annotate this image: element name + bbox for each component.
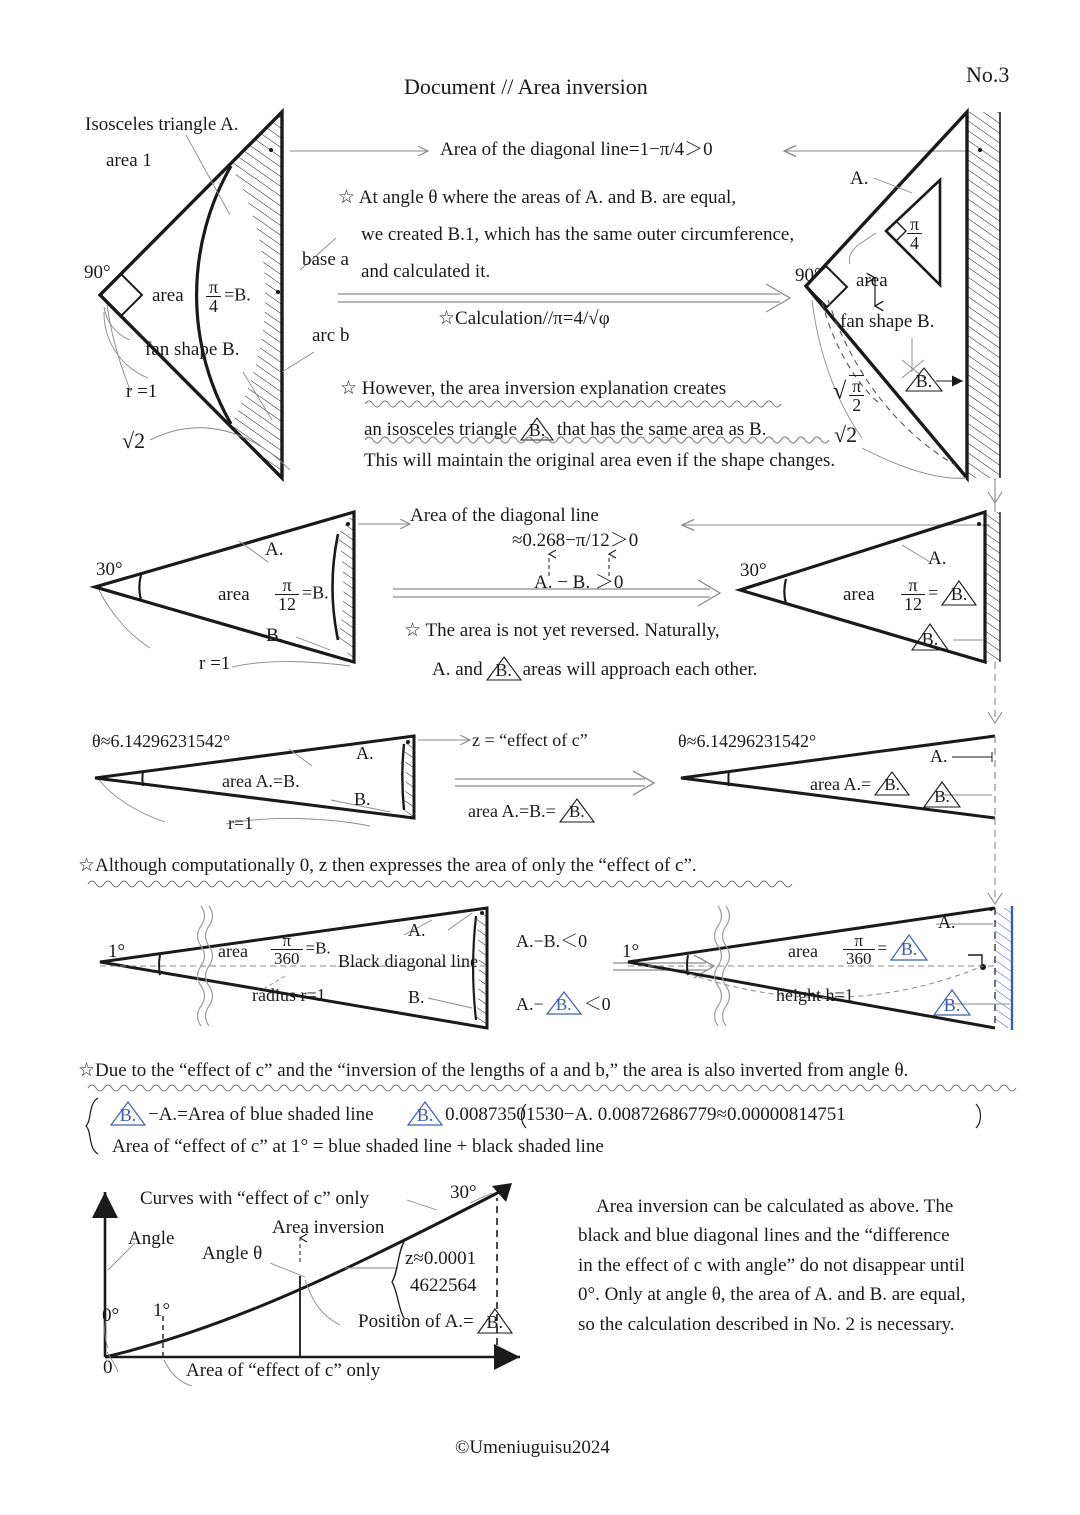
triangle-b-icon: B.	[887, 933, 927, 960]
mid-inequality-2-c: ＜0	[583, 994, 611, 1014]
arc-b-label: arc b	[312, 325, 350, 346]
chart-position-label	[358, 1307, 514, 1334]
area-label-left1: area	[152, 285, 184, 306]
area-label-right4: area	[788, 941, 818, 961]
note1-line2: we created B.1, which has the same outer circumference,	[361, 224, 795, 245]
closing-paragraph	[578, 1192, 1018, 1339]
chart-tick-0: 0°	[102, 1305, 120, 1326]
callout-diagonal-area-1: Area of the diagonal line=1−π/4＞0	[440, 139, 713, 160]
note1-line1-text: At angle θ where the areas of A. and B. are equal,	[358, 187, 737, 208]
sqrt2-left1: √2	[122, 428, 146, 453]
fraction-denominator: 12	[278, 594, 296, 614]
note-sec2-line2	[432, 655, 757, 682]
fan-shape-b-left: fan shape B.	[145, 339, 240, 360]
note2-line2-b: that has the same area as B.	[557, 419, 767, 440]
closing-line-2: black and blue diagonal lines and the “difference	[578, 1225, 950, 1247]
area-label-right2: area	[843, 584, 875, 605]
closing-line-1: Area inversion can be calculated as above. The	[596, 1196, 954, 1217]
page-title: Document // Area inversion	[404, 74, 648, 99]
triangle-b-icon: B.	[405, 1100, 445, 1127]
area-label-left2: area	[218, 584, 250, 605]
note-sec2-line2-a: A. and	[432, 659, 483, 680]
chart-origin-label: 0	[103, 1357, 113, 1378]
note-sec2-line1	[404, 620, 720, 642]
fraction-pi-360-right	[840, 932, 927, 967]
star-icon: ☆	[340, 378, 358, 399]
b-label-left2: B.	[266, 625, 284, 646]
a-label-right3: A.	[930, 746, 948, 766]
inner-den: 4	[910, 233, 920, 253]
equals-b-left4: =B.	[305, 938, 331, 958]
chart-xlabel: Area of “effect of c” only	[186, 1360, 381, 1381]
triangle-b-icon: B.	[930, 988, 970, 1015]
radius-label-left4: radius r=1	[252, 985, 326, 1005]
note2-line1	[340, 378, 726, 400]
a-label-left3: A.	[356, 743, 374, 763]
triangle-b-right1	[902, 365, 942, 392]
note-sec3	[78, 855, 697, 877]
b-label-left3: B.	[354, 789, 371, 809]
fan-shape-b-right1: fan shape B.	[840, 311, 935, 332]
triangle-b-icon: B.	[474, 1307, 514, 1334]
inner-fraction-pi-4	[904, 215, 925, 252]
fraction-numerator: π	[843, 932, 875, 950]
triangle-b-icon: B.	[871, 770, 911, 797]
mid-inequality-1: A.−B.＜0	[516, 931, 588, 951]
fraction-pi-360-left	[268, 932, 331, 967]
callout2-line3: A. − B. ＞0	[534, 572, 624, 593]
sqrt-pi-over-2: √ $\frac{\pi}{2}$	[833, 375, 867, 414]
angle-90-right1: 90°	[795, 265, 822, 286]
triangle-b-icon: B.	[938, 579, 978, 606]
triangle-b-icon: B.	[556, 797, 596, 824]
a-label-right1: A.	[850, 168, 869, 189]
fraction-denominator: 4	[209, 296, 219, 316]
note-sec2-line1-text: The area is not yet reversed. Naturally,	[425, 620, 720, 641]
closing-line-4: 0°. Only at angle θ, the area of A. and B. are equal,	[578, 1284, 966, 1306]
angle-30-right: 30°	[740, 560, 767, 581]
triangle-b2-right2	[908, 622, 948, 649]
r-equals-1-left2: r =1	[199, 653, 231, 674]
a-label-right2: A.	[928, 548, 947, 569]
black-diagonal-line-label: Black diagonal line	[338, 951, 478, 971]
equals-right4: =	[877, 938, 888, 958]
note2-line1-text: However, the area inversion explanation creates	[361, 378, 727, 399]
chart-inversion-label: Area inversion	[272, 1217, 385, 1238]
footer-copyright: ©Umeniuguisu2024	[455, 1437, 610, 1458]
chart-ylabel: Angle	[128, 1228, 175, 1249]
triangle-b-right3	[920, 780, 960, 807]
arrow-label-sec3-a: area A.=B.=	[468, 801, 556, 821]
a-label-left4: A.	[408, 920, 426, 940]
note1-line1	[338, 187, 736, 209]
sqrt-den: 2	[852, 395, 862, 415]
closing-line-3: in the effect of c with angle” do not disappear until	[578, 1254, 965, 1276]
callout2-line1: Area of the diagonal line	[410, 505, 599, 526]
area-label-left4: area	[218, 941, 248, 961]
r-equals-1-left1: r =1	[126, 381, 158, 402]
fraction-pi-12-right	[898, 576, 978, 613]
note-sec3-text: Although computationally 0, z then expresses the area of only the “effect of c”.	[95, 855, 697, 876]
note1-line3: and calculated it.	[361, 261, 491, 282]
triangle-b-icon: B.	[108, 1100, 148, 1127]
note-sec4-main	[78, 1060, 908, 1082]
closing-line-5: so the calculation described in No. 2 is necessary.	[578, 1313, 955, 1335]
triangle-b-icon: B.	[920, 780, 960, 807]
theta-value-right3: θ≈6.14296231542°	[678, 731, 817, 751]
star-icon: ☆	[78, 1060, 96, 1081]
angle-1-left4: 1°	[108, 941, 126, 962]
note-sec2-line2-b: areas will approach each other.	[522, 659, 758, 680]
b-label-left4: B.	[408, 987, 425, 1007]
fraction-pi-12-left	[272, 576, 329, 613]
angle-90-left: 90°	[84, 262, 111, 283]
r-equals-1-left3: r=1	[228, 813, 254, 833]
base-a-label: base a	[302, 249, 349, 270]
height-label-right4: height h=1	[776, 985, 854, 1005]
mid-inequality-2	[516, 990, 611, 1017]
inner-num: π	[907, 215, 922, 234]
fraction-denominator: 12	[904, 594, 922, 614]
chart-tick-1: 1°	[153, 1300, 171, 1321]
angle-30-left: 30°	[96, 559, 123, 580]
triangle-b-icon: B.	[517, 415, 557, 442]
star-icon: ☆	[404, 620, 422, 641]
area1-label: area 1	[106, 150, 152, 171]
angle-1-right4: 1°	[622, 941, 640, 962]
callout2-line2: ≈0.268−π/12＞0	[512, 530, 639, 551]
equals-b-left1: =B.	[224, 284, 251, 305]
star-icon: ☆	[338, 187, 356, 208]
area-label-right1: area	[856, 270, 888, 291]
triangle-b-icon: B.	[902, 365, 942, 392]
sqrt-num: π	[849, 377, 864, 396]
fraction-numerator: π	[271, 932, 303, 950]
calculation-formula: ☆Calculation//π=4/√φ	[438, 308, 610, 329]
fraction-numerator: π	[275, 576, 299, 595]
sqrt2-right1: √2	[834, 422, 858, 447]
note2-line2-a: an isosceles triangle	[364, 419, 518, 440]
area-ab-left3: area A.=B.	[222, 771, 300, 791]
callout3-z-effect: z = “effect of c”	[472, 730, 588, 750]
theta-value-left3: θ≈6.14296231542°	[92, 731, 231, 751]
area-ab-right3-text: area A.=	[810, 774, 872, 794]
equals-right2: =	[928, 582, 939, 603]
bullet-blue-shaded-d: 0.00873501530−A. 0.00872686779≈0.00000814751	[445, 1104, 846, 1125]
triangle-b-right4	[930, 988, 970, 1015]
note2-line2	[364, 415, 766, 442]
chart-curve-label: Curves with “effect of c” only	[140, 1188, 370, 1209]
mid-inequality-2-a: A.−	[516, 994, 544, 1014]
triangle-b-icon: B.	[908, 622, 948, 649]
a-label-right4: A.	[938, 912, 956, 932]
note-sec4-main-text: Due to the “effect of c” and the “inversion of the lengths of a and b,” the area is also inverted from angle θ.	[95, 1060, 909, 1081]
chart-z-value-line1: z≈0.0001	[405, 1248, 477, 1269]
a-label-left2: A.	[265, 539, 284, 560]
fraction-denominator: 360	[274, 949, 300, 968]
page-number: No.3	[966, 62, 1010, 87]
iso-triangle-label: Isosceles triangle A.	[85, 114, 239, 135]
fraction-numerator: π	[901, 576, 925, 595]
fraction-pi-4-left	[203, 278, 251, 315]
bullet-blue-shaded-b: −A.=Area of blue shaded line	[148, 1104, 374, 1125]
fraction-denominator: 360	[846, 949, 872, 968]
chart-z-value-line2: 4622564	[410, 1275, 477, 1296]
triangle-b-icon: B.	[544, 990, 584, 1017]
triangle-b-icon: B.	[483, 655, 523, 682]
chart-tick-30: 30°	[450, 1182, 477, 1203]
star-icon: ☆	[78, 855, 96, 876]
note2-line3: This will maintain the original area even if the shape changes.	[364, 450, 836, 471]
fraction-numerator: π	[206, 278, 221, 297]
bullet-effect-of-c: Area of “effect of c” at 1° = blue shaded line + black shaded line	[112, 1136, 604, 1157]
equals-b-left2: =B.	[302, 582, 329, 603]
chart-theta-label: Angle θ	[202, 1243, 263, 1264]
chart-position-label-a: Position of A.=	[358, 1311, 474, 1332]
bullet-blue-shaded	[108, 1100, 846, 1127]
arrow-label-sec3	[468, 797, 596, 824]
area-ab-right3	[810, 770, 911, 797]
